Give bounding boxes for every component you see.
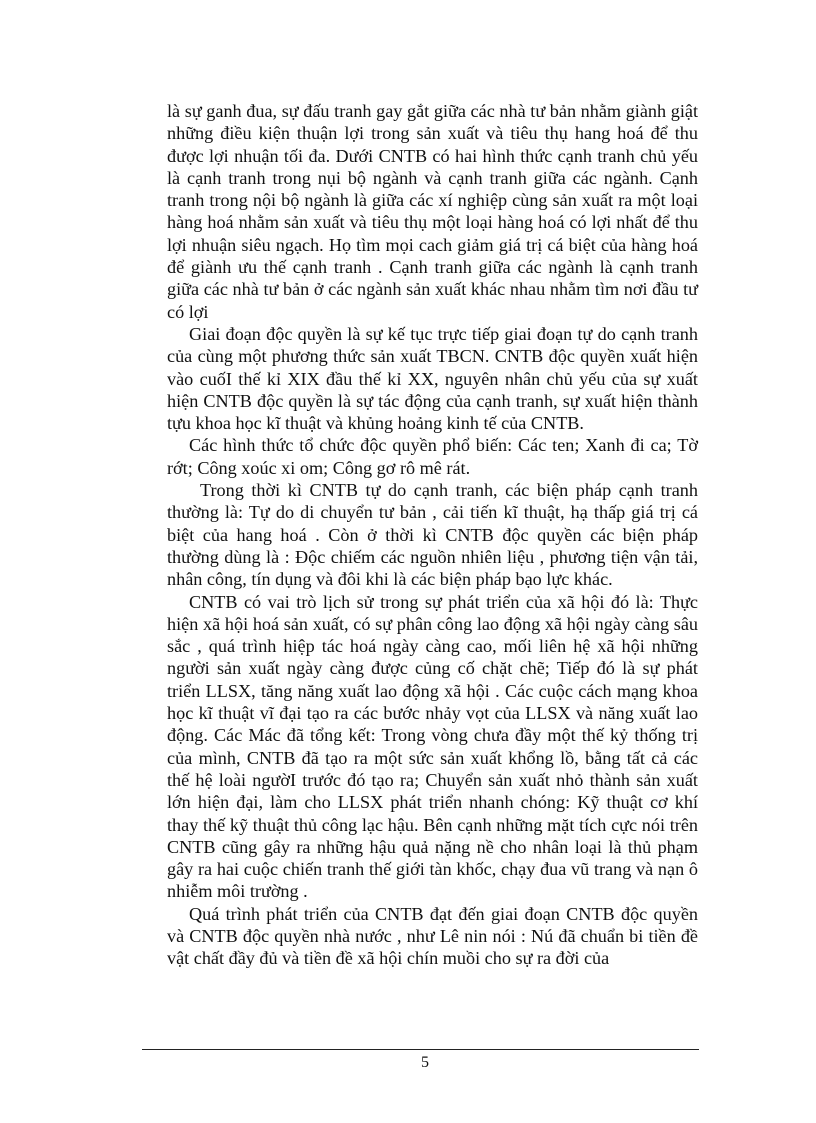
paragraph-historical-role: CNTB có vai trò lịch sử trong sự phát triển của xã hội đó là: Thực hiện xã hội hoá sản xuất, có sự phân công lao động xã hội ngày càng sâu sắc , quá trình hiệp tác hoá ngày càng cao, mối liên hệ xã hội những người sản xuất ngày càng được củng cố chặt chẽ; Tiếp đó là sự phát triển LLSX, tăng năng xuất lao động xã hội . Các cuộc cách mạng khoa học kĩ thuật vĩ đại tạo ra các bước nhảy vọt của LLSX và năng xuất lao động. Các Mác đã tổng kết: Trong vòng chưa đầy một thế kỷ thống trị của mình, CNTB đã tạo ra một sức sản xuất khổng lồ, bằng tất cả các thế hệ loài ngườI trước đó tạo ra; Chuyển sản xuất nhỏ thành sản xuất lớn hiện đại, làm cho LLSX phát triển nhanh chóng: Kỹ thuật cơ khí thay thế kỹ thuật thủ công lạc hậu. Bên cạnh những mặt tích cực nói trên CNTB cũng gây ra những hậu quả nặng nề cho nhân loại là thủ phạm gây ra hai cuộc chiến tranh thế giới tàn khốc, chạy đua vũ trang và nạn ô nhiễm môi trường . — [167, 591, 698, 902]
paragraph-monopoly-stage: Giai đoạn độc quyền là sự kế tục trực tiếp giai đoạn tự do cạnh tranh của cùng một phương thức sản xuất TBCN. CNTB độc quyền xuất hiện vào cuốI thế kỉ XIX đầu thế kỉ XX, nguyên nhân chủ yếu của sự xuất hiện CNTB độc quyền là sự tác động của cạnh tranh, sự xuất hiện thành tựu khoa học kĩ thuật và khủng hoảng kinh tế của CNTB. — [167, 323, 698, 434]
paragraph-monopoly-forms: Các hình thức tổ chức độc quyền phổ biến: Các ten; Xanh đi ca; Tờ rớt; Công xoúc xi om; Công gơ rô mê rát. — [167, 435, 698, 478]
page-number: 5 — [421, 1054, 429, 1071]
body-text — [167, 100, 698, 970]
paragraph-competition: là sự ganh đua, sự đấu tranh gay gắt giữa các nhà tư bản nhằm giành giật những điều kiện thuận lợi trong sản xuất và tiêu thụ hang hoá để thu được lợi nhuận tối đa. Dưới CNTB có hai hình thức cạnh tranh chủ yếu là cạnh tranh trong nụi bộ ngành và cạnh tranh giữa các ngành. Cạnh tranh trong nội bộ ngành là giữa các xí nghiệp cùng sản xuất ra một loại hàng hoá nhằm sản xuất và tiêu thụ một loại hàng hoá có lợi nhất để thu lợi nhuận siêu ngạch. Họ tìm mọi cach giảm giá trị cá biệt của hàng hoá để giành ưu thế cạnh tranh . Cạnh tranh giữa các ngành là cạnh tranh giữa các nhà tư bản ở các ngành sản xuất khác nhau nhằm tìm nơi đầu tư có lợi — [167, 101, 698, 322]
footer-divider — [142, 1049, 699, 1050]
paragraph-competition-measures: Trong thời kì CNTB tự do cạnh tranh, các biện pháp cạnh tranh thường là: Tự do di chuyển tư bản , cải tiến kĩ thuật, hạ thấp giá trị cá biệt của hang hoá . Còn ở thời kì CNTB độc quyền các biện pháp thường dùng là : Độc chiếm các nguồn nhiên liệu , phương tiện vận tải, nhân công, tín dụng và đôi khi là các biện pháp bạo lực khác. — [167, 480, 698, 590]
paragraph-development-process: Quá trình phát triển của CNTB đạt đến giai đoạn CNTB độc quyền và CNTB độc quyền nhà nước , như Lê nin nói : Nú đã chuẩn bi tiền đề vật chất đầy đủ và tiền đề xã hội chín muồi cho sự ra đời của — [167, 903, 698, 969]
